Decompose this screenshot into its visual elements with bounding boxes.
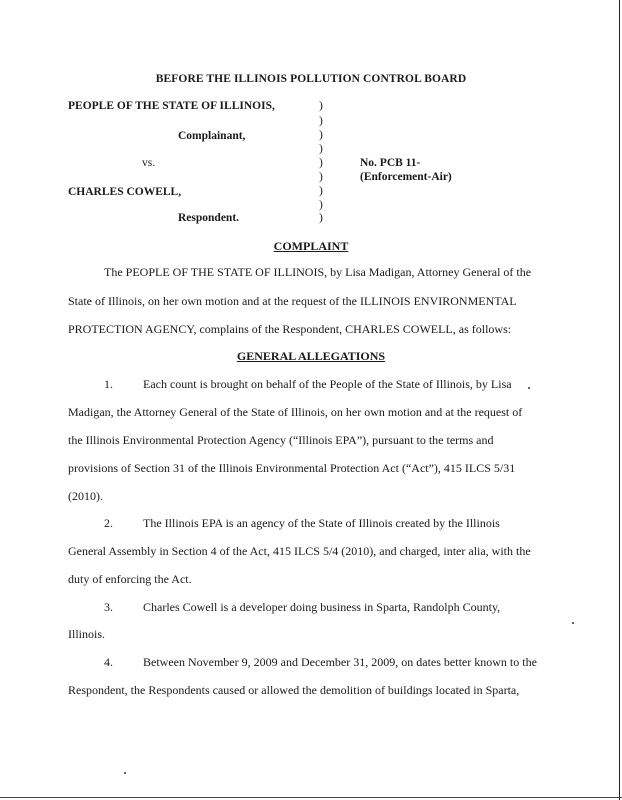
paragraph-line: (2010). — [68, 489, 103, 503]
allegations-heading: GENERAL ALLEGATIONS — [236, 349, 386, 363]
paragraph-line: Respondent, the Respondents caused or allowed the demolition of buildings located in Sparta, — [68, 683, 520, 697]
caption-paren: ) — [319, 199, 323, 211]
court-title: BEFORE THE ILLINOIS POLLUTION CONTROL BOARD — [155, 73, 467, 85]
paragraph-line: General Assembly in Section 4 of the Act, 415 ILCS 5/4 (2010), and charged, inter alia, with the — [68, 544, 531, 558]
paragraph-line: the Illinois Environmental Protection Agency (“Illinois EPA”), pursuant to the terms and — [68, 433, 494, 447]
caption-paren: ) — [319, 129, 323, 141]
scan-edge-bottom — [0, 797, 622, 798]
caption-paren: ) — [319, 185, 323, 197]
paragraph-line: duty of enforcing the Act. — [68, 572, 192, 586]
paragraph-number: 1. — [104, 377, 113, 391]
scan-speck — [572, 622, 574, 624]
paragraph-line: Illinois. — [68, 627, 106, 641]
intro-line: State of Illinois, on her own motion and at the request of the ILLINOIS ENVIRONMENTAL — [68, 294, 517, 308]
caption-defendant: CHARLES COWELL, — [68, 186, 182, 198]
caption-plaintiff-role: Complainant, — [178, 130, 246, 142]
caption-paren: ) — [319, 171, 323, 183]
paragraph-number: 4. — [104, 655, 113, 669]
caption-paren: ) — [319, 100, 323, 112]
paragraph-line: provisions of Section 31 of the Illinois Environmental Protection Act (“Act”), 415 ILCS 5/31 — [68, 461, 516, 475]
paragraph-line: Madigan, the Attorney General of the State of Illinois, on her own motion and at the request of — [68, 405, 523, 419]
caption-paren: ) — [319, 157, 323, 169]
caption-plaintiff: PEOPLE OF THE STATE OF ILLINOIS, — [68, 100, 275, 112]
case-number: No. PCB 11- — [360, 157, 421, 169]
scan-edge-right — [619, 0, 620, 800]
caption-paren: ) — [319, 212, 323, 224]
scan-speck — [124, 772, 126, 774]
paragraph-line: The Illinois EPA is an agency of the State of Illinois created by the Illinois — [143, 516, 500, 530]
intro-line: PROTECTION AGENCY, complains of the Respondent, CHARLES COWELL, as follows: — [68, 322, 512, 336]
caption-defendant-role: Respondent. — [178, 212, 240, 224]
paragraph-line: Each count is brought on behalf of the People of the State of Illinois, by Lisa — [143, 377, 512, 391]
paragraph-number: 2. — [104, 516, 113, 530]
complaint-heading: COMPLAINT — [273, 239, 349, 253]
paragraph-number: 3. — [104, 600, 113, 614]
intro-line: The PEOPLE OF THE STATE OF ILLINOIS, by Lisa Madigan, Attorney General of the — [104, 265, 532, 279]
caption-versus: vs. — [142, 157, 156, 169]
scan-speck — [528, 387, 530, 389]
paragraph-line: Charles Cowell is a developer doing business in Sparta, Randolph County, — [143, 600, 501, 614]
caption-paren: ) — [319, 115, 323, 127]
case-type: (Enforcement-Air) — [360, 171, 452, 183]
caption-paren: ) — [319, 143, 323, 155]
paragraph-line: Between November 9, 2009 and December 31, 2009, on dates better known to the — [143, 655, 537, 669]
